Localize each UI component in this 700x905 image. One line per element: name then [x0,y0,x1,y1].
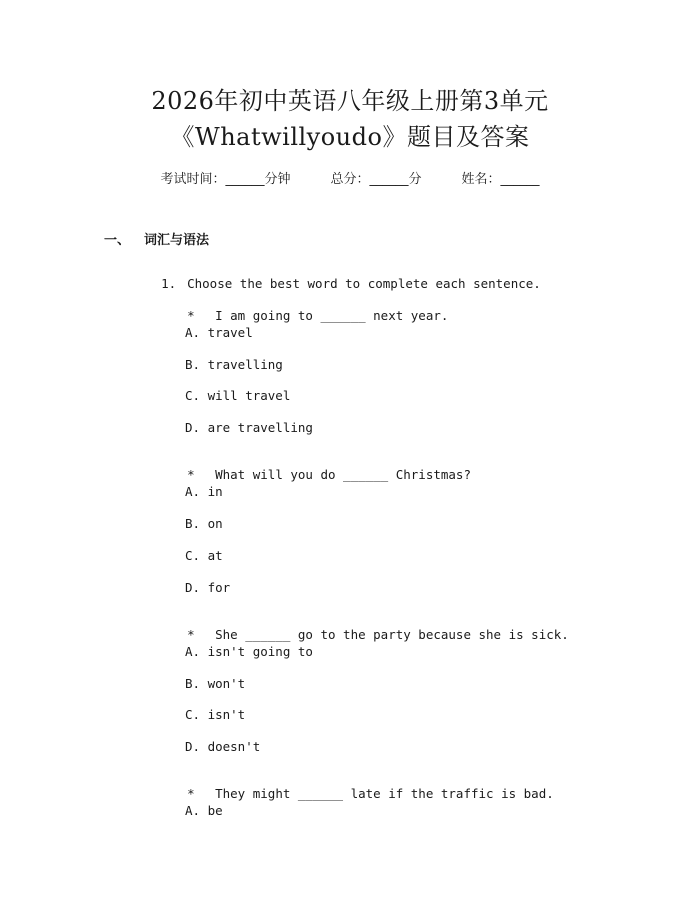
exam-name-field: 姓名：______ [461,172,540,187]
answer-option: B. on [185,516,223,531]
bullet-marker: * [187,308,195,323]
question-number: 1. [161,276,177,291]
exam-title-line-2: 《Whatwillyoudo》题目及答案 [170,123,530,151]
bullet-marker: * [187,467,195,482]
answer-option: A. isn't going to [185,644,313,659]
answer-option: A. in [185,484,223,499]
question-item-text: I am going to ______ next year. [215,308,449,323]
exam-time-field: 考试时间：______分钟 [160,172,291,187]
answer-option: D. doesn't [185,739,261,754]
answer-option: C. isn't [185,707,246,722]
section-number: 一、 [104,233,131,248]
exam-meta [0,168,700,187]
exam-title-line-1: 2026年初中英语八年级上册第3单元 [151,87,549,115]
answer-option: A. travel [185,325,253,340]
bullet-marker: * [187,627,195,642]
answer-option: B. travelling [185,357,283,372]
answer-option: A. be [185,803,223,818]
answer-option: B. won't [185,676,246,691]
answer-option: C. will travel [185,388,291,403]
section-heading [104,229,209,248]
question-item-text: What will you do ______ Christmas? [215,467,471,482]
bullet-marker: * [187,786,195,801]
answer-option: D. for [185,580,231,595]
section-title: 词汇与语法 [144,233,210,248]
question-item-text: She ______ go to the party because she is sick. [215,627,569,642]
question-item-text: They might ______ late if the traffic is bad. [215,786,554,801]
answer-option: D. are travelling [185,420,313,435]
exam-score-field: 总分：______分 [330,172,422,187]
question-instruction: Choose the best word to complete each sentence. [187,276,541,291]
answer-option: C. at [185,548,223,563]
